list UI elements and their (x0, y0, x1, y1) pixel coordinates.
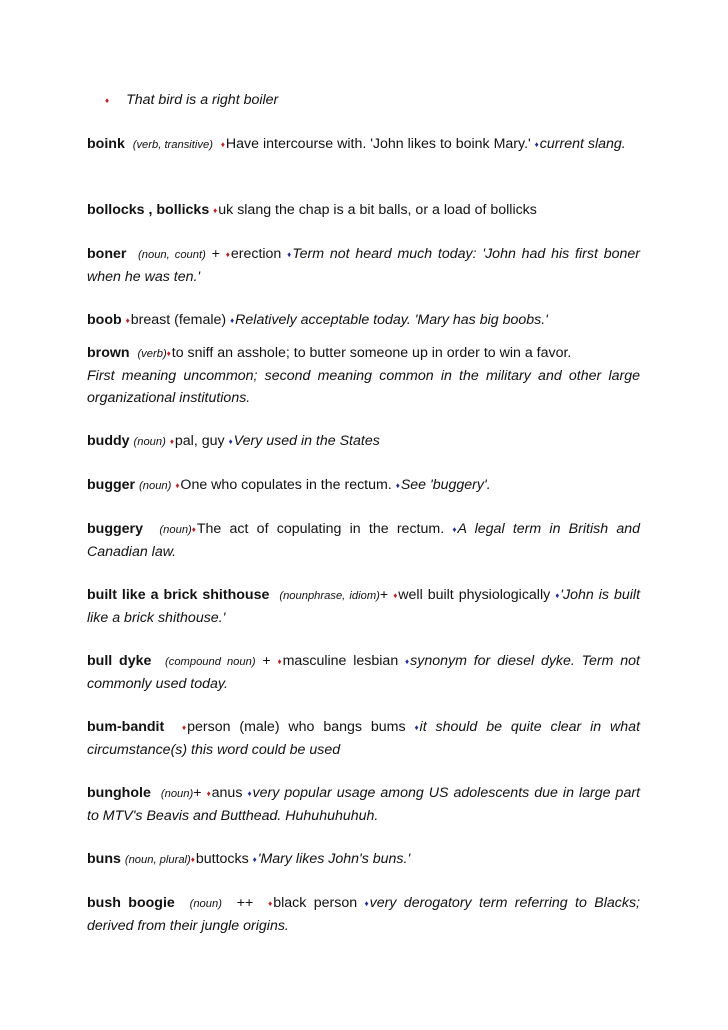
red-diamond-icon: ♦ (191, 525, 196, 534)
red-diamond-icon: ♦ (220, 140, 225, 149)
red-diamond-icon: ♦ (268, 899, 273, 908)
red-diamond-icon: ♦ (277, 657, 282, 666)
part-of-speech: (nounphrase, idiom) (279, 590, 380, 602)
red-diamond-icon: ♦ (169, 437, 174, 446)
definition: well built physiologically (398, 587, 551, 603)
part-of-speech: (noun) (133, 436, 166, 448)
definition: erection (230, 246, 282, 262)
usage-note: Term not heard much today: 'John had his first boner when he was ten.' (87, 246, 641, 285)
usage-note: very popular usage among US adolescents due in large part to MTV's Beavis and Butthead. Huhuhuhuhuh. (87, 785, 641, 824)
headword: boink (87, 136, 125, 152)
red-diamond-icon: ♦ (190, 855, 195, 864)
usage-note: Relatively acceptable today. 'Mary has big boobs.' (235, 312, 548, 328)
part-of-speech: (verb) (137, 348, 167, 360)
blue-diamond-icon: ♦ (230, 316, 235, 325)
rating: + (211, 246, 220, 262)
entry-bugger (87, 474, 640, 497)
blue-diamond-icon: ♦ (247, 789, 252, 798)
entry-buns (87, 848, 640, 871)
rating: ++ (236, 895, 254, 911)
rating: + (262, 653, 271, 669)
blue-diamond-icon: ♦ (405, 657, 410, 666)
rating: + (193, 785, 202, 801)
headword: brown (87, 345, 130, 361)
part-of-speech: (noun, count) (138, 249, 206, 261)
entry-brown (87, 342, 640, 409)
usage-note: See 'buggery'. (400, 477, 491, 493)
definition: buttocks (195, 851, 249, 867)
blue-diamond-icon: ♦ (534, 140, 539, 149)
entry-buggery (87, 518, 640, 563)
headword: bugger (87, 477, 136, 493)
definition: to sniff an asshole; to butter someone up in order to win a favor. (171, 345, 572, 361)
part-of-speech: (verb, transitive) (132, 139, 213, 151)
entry-bunghole (87, 782, 640, 827)
usage-note: Very used in the States (233, 433, 380, 449)
red-diamond-icon: ♦ (125, 316, 130, 325)
blue-diamond-icon: ♦ (228, 437, 233, 446)
usage-note: 'Mary likes John's buns.' (257, 851, 411, 867)
red-diamond-icon: ♦ (206, 789, 211, 798)
red-diamond-icon: ♦ (105, 96, 110, 105)
entry-bollocks (87, 199, 640, 222)
definition: uk slang the chap is a bit balls, or a load of bollicks (218, 202, 537, 218)
red-diamond-icon: ♦ (393, 591, 398, 600)
entry-built-like-a-brick-shithouse (87, 584, 640, 629)
headword: bush boogie (87, 895, 175, 911)
entry-boob (87, 309, 640, 332)
red-diamond-icon: ♦ (166, 349, 171, 358)
definition: The act of copulating in the rectum. (196, 521, 445, 537)
blue-diamond-icon: ♦ (287, 250, 292, 259)
entry-bull-dyke (87, 650, 640, 695)
example-line (105, 89, 278, 112)
headword: bollocks , bollicks (87, 202, 210, 218)
headword: bunghole (87, 785, 151, 801)
definition: breast (female) (130, 312, 227, 328)
part-of-speech: (noun) (139, 480, 172, 492)
usage-note: current slang. (539, 136, 626, 152)
part-of-speech: (compound noun) (165, 656, 256, 668)
definition: One who copulates in the rectum. (180, 477, 392, 493)
usage-note: A legal term in British and Canadian law. (87, 521, 640, 560)
entry-boink (87, 133, 640, 156)
usage-note: First meaning uncommon; second meaning common in the military and other large organizational institutions. (87, 368, 640, 406)
usage-note: very derogatory term referring to Blacks; derived from their jungle origins. (87, 895, 640, 934)
headword: buddy (87, 433, 130, 449)
headword: boner (87, 246, 127, 262)
part-of-speech: (noun, plural) (124, 854, 191, 866)
blue-diamond-icon: ♦ (414, 723, 419, 732)
headword: buns (87, 851, 121, 867)
rating: + (379, 587, 389, 603)
usage-note: 'John is built like a brick shithouse.' (87, 587, 641, 626)
red-diamond-icon: ♦ (225, 250, 230, 259)
usage-note: synonym for diesel dyke. Term not commonly used today. (87, 653, 640, 692)
headword: buggery (87, 521, 143, 537)
blue-diamond-icon: ♦ (395, 481, 400, 490)
definition: black person (273, 895, 358, 911)
blue-diamond-icon: ♦ (452, 525, 457, 534)
definition: pal, guy (174, 433, 225, 449)
blue-diamond-icon: ♦ (555, 591, 560, 600)
part-of-speech: (noun) (160, 788, 194, 800)
entry-bum-bandit (87, 716, 640, 761)
definition: person (male) who bangs bums (187, 719, 406, 735)
headword: built like a brick shithouse (87, 587, 270, 603)
definition: anus (211, 785, 243, 801)
headword: bull dyke (87, 653, 152, 669)
red-diamond-icon: ♦ (213, 206, 218, 215)
usage-note: it should be quite clear in what circumstance(s) this word could be used (87, 719, 641, 758)
entry-buddy (87, 430, 640, 453)
blue-diamond-icon: ♦ (364, 899, 369, 908)
example-text: That bird is a right boiler (126, 92, 279, 108)
headword: bum-bandit (87, 719, 165, 735)
entry-bush-boogie (87, 892, 640, 937)
red-diamond-icon: ♦ (182, 723, 187, 732)
headword: boob (87, 312, 122, 328)
part-of-speech: (noun) (159, 524, 192, 536)
part-of-speech: (noun) (189, 898, 222, 910)
blue-diamond-icon: ♦ (252, 855, 257, 864)
entry-boner (87, 243, 640, 288)
red-diamond-icon: ♦ (175, 481, 180, 490)
definition: Have intercourse with. 'John likes to boink Mary.' (225, 136, 531, 152)
definition: masculine lesbian (282, 653, 399, 669)
